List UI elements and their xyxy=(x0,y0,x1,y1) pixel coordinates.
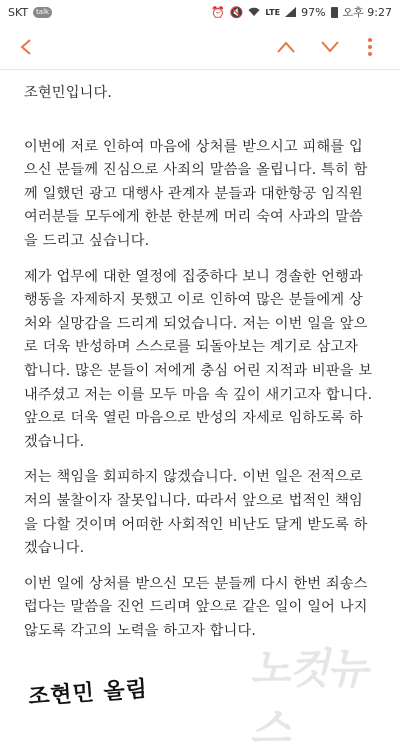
back-button[interactable] xyxy=(8,24,44,70)
mute-icon: 🔇 xyxy=(229,5,244,19)
previous-message-button[interactable] xyxy=(268,24,304,70)
more-vertical-icon xyxy=(367,37,373,57)
status-bar xyxy=(0,0,400,24)
battery-icon xyxy=(331,7,338,18)
network-type: LTE xyxy=(265,7,281,17)
email-toolbar xyxy=(0,24,400,70)
letter-paragraph-4: 이번 일에 상처를 받으신 모든 분들께 다시 한번 죄송스럽다는 말씀을 진언 드리며 앞으로 같은 일이 일어 나지 않도록 각고의 노력을 하고자 합니다. xyxy=(24,575,368,639)
back-chevron-icon xyxy=(19,38,33,56)
battery-percent: 97% xyxy=(301,5,326,19)
status-bar-right xyxy=(211,4,392,20)
carrier-label: SKT xyxy=(8,5,29,19)
status-bar-left xyxy=(8,6,52,19)
wifi-icon xyxy=(248,7,260,17)
alarm-icon: ⏰ xyxy=(210,5,225,19)
letter-paragraph-2: 제가 업무에 대한 열정에 집중하다 보니 경솔한 언행과 행동을 자제하지 못했고 이로 인하여 많은 분들에게 상처와 실망감을 드리게 되었습니다. 저는 이번 일을 앞으로 더욱 반성하며 스스로를 되돌아보는 계기로 삼고자 합니다. 많은 분들이 저에게 충심 어린 지적과 비판을 보내주셨고 저는 이를 모두 마음 속 깊이 새기고자 합니다. 앞으로 더욱 열린 마음으로 반성의 자세로 임하도록 하겠습니다. xyxy=(24,268,373,450)
chevron-up-icon xyxy=(276,40,296,54)
watermark-logo: 노컷뉴스 xyxy=(250,644,366,753)
signal-icon xyxy=(285,7,296,17)
letter-paragraph-3: 저는 책임을 회피하지 않겠습니다. 이번 일은 전적으로 저의 불찰이자 잘못입니다. 따라서 앞으로 법적인 책임을 다할 것이며 어떠한 사회적인 비난도 달게 받도록 하겠습니다. xyxy=(24,469,368,557)
letter-greeting: 조현민입니다. xyxy=(24,85,113,101)
clock: 오후 9:27 xyxy=(342,6,392,19)
notification-badge-icon: talk xyxy=(33,7,52,18)
chevron-down-icon xyxy=(320,40,340,54)
handwritten-signature: 조현민 올림 xyxy=(27,676,149,711)
next-message-button[interactable] xyxy=(312,24,348,70)
letter-paragraph-1: 이번에 저로 인하여 마음에 상처를 받으시고 피해를 입으신 분들께 진심으로 사죄의 말씀을 올립니다. 특히 함께 일했던 광고 대행사 관계자 분들과 대한항공 임직원 여러분들 모두에게 한분 한분께 머리 숙여 사과의 말씀을 드리고 싶습니다. xyxy=(24,138,368,249)
more-options-button[interactable] xyxy=(356,24,384,70)
message-body xyxy=(24,82,374,655)
